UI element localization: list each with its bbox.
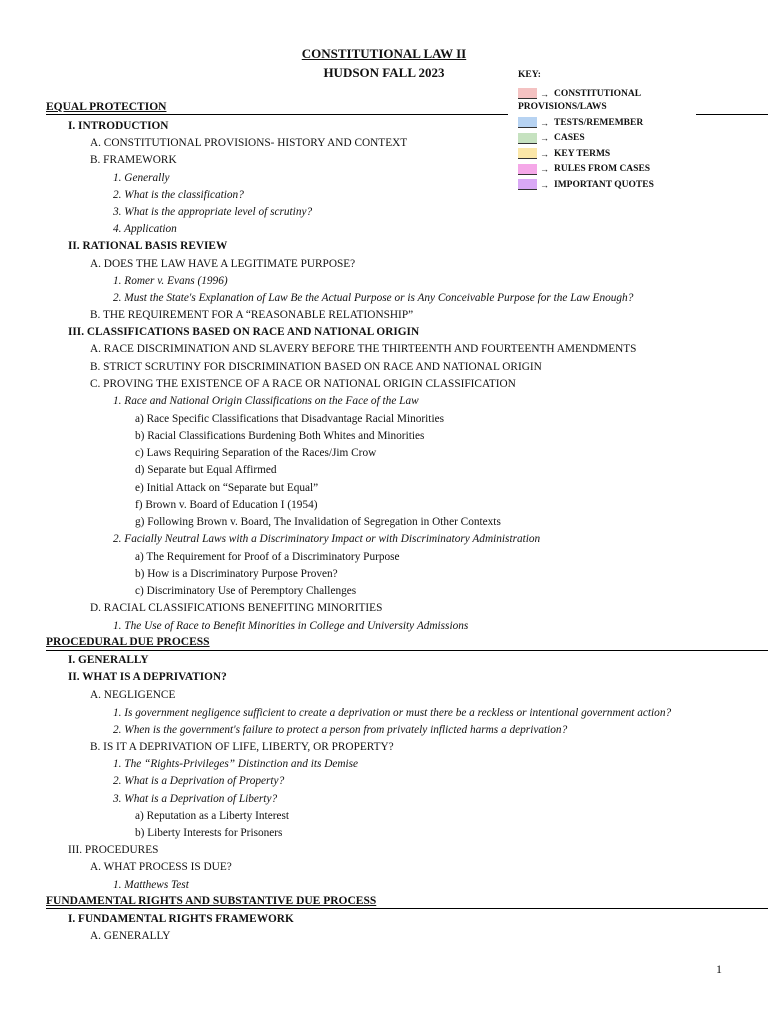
key-item [518,177,698,193]
arrow-icon: → [540,148,549,159]
arrow-icon: → [540,133,549,144]
outline-line: 2. What is the classification? [113,189,244,201]
outline-line: 2. Must the State's Explanation of Law Be the Actual Purpose or is Any Conceivable Purpose for the Law Enough? [113,292,634,304]
outline-line: A. GENERALLY [90,930,171,942]
outline-line: 2. What is a Deprivation of Property? [113,775,285,787]
section-rule [696,114,768,115]
outline-line: III. CLASSIFICATIONS BASED ON RACE AND NATIONAL ORIGIN [68,326,420,338]
document-title: CONSTITUTIONAL LAW II [301,46,467,61]
outline-line: A. NEGLIGENCE [90,689,176,701]
key-label: IMPORTANT QUOTES [554,179,654,190]
document-subtitle: HUDSON FALL 2023 [323,65,445,80]
outline-line: 3. What is a Deprivation of Liberty? [113,793,278,805]
key-label: CASES [554,133,585,144]
outline-line: I. GENERALLY [68,654,149,666]
outline-line: 4. Application [113,223,177,235]
key-swatch [518,88,537,99]
key-swatch [518,179,537,190]
outline-line: A. DOES THE LAW HAVE A LEGITIMATE PURPOSE? [90,258,356,270]
section-rule [46,908,768,909]
outline-line: B. FRAMEWORK [90,154,177,166]
key-label: RULES FROM CASES [554,164,651,175]
outline-line: 1. The Use of Race to Benefit Minorities in College and University Admissions [113,620,469,632]
key-swatch [518,133,537,144]
outline-line: B. STRICT SCRUTINY FOR DISCRIMINATION BASED ON RACE AND NATIONAL ORIGIN [90,361,542,373]
key-item [518,131,698,147]
outline-line: a) Race Specific Classifications that Disadvantage Racial Minorities [135,413,444,425]
key-item-continued [518,100,698,116]
outline-line: 3. What is the appropriate level of scrutiny? [113,206,313,218]
outline-line: I. FUNDAMENTAL RIGHTS FRAMEWORK [68,913,294,925]
outline-line: A. CONSTITUTIONAL PROVISIONS- HISTORY AND CONTEXT [90,137,408,149]
page-number: 1 [716,962,722,976]
outline-line: 1. Romer v. Evans (1996) [113,275,228,287]
section-heading-procedural-due-process: PROCEDURAL DUE PROCESS [46,636,210,648]
color-key [518,70,698,193]
key-label: TESTS/REMEMBER [554,117,644,128]
outline-line: a) Reputation as a Liberty Interest [135,810,290,822]
outline-line: I. INTRODUCTION [68,120,169,132]
outline-line: B. IS IT A DEPRIVATION OF LIFE, LIBERTY, OR PROPERTY? [90,741,394,753]
arrow-icon: → [540,179,549,190]
outline-line: II. RATIONAL BASIS REVIEW [68,240,228,252]
outline-line: c) Laws Requiring Separation of the Races/Jim Crow [135,447,377,459]
section-rule [46,114,508,115]
outline-line: b) Liberty Interests for Prisoners [135,827,283,839]
key-item [518,146,698,162]
section-heading-equal-protection: EQUAL PROTECTION [46,101,167,113]
outline-line: B. THE REQUIREMENT FOR A “REASONABLE RELATIONSHIP” [90,309,414,321]
outline-line: C. PROVING THE EXISTENCE OF A RACE OR NATIONAL ORIGIN CLASSIFICATION [90,378,516,390]
outline-line: A. RACE DISCRIMINATION AND SLAVERY BEFORE THE THIRTEENTH AND FOURTEENTH AMENDMENTS [90,343,637,355]
outline-line: 1. Generally [113,172,170,184]
key-swatch [518,148,537,159]
outline-line: d) Separate but Equal Affirmed [135,464,277,476]
key-swatch [518,164,537,175]
outline-line: A. WHAT PROCESS IS DUE? [90,861,232,873]
outline-line: 2. When is the government's failure to protect a person from privately inflicted harms a deprivation? [113,724,568,736]
arrow-icon: → [540,164,549,175]
outline-line: b) How is a Discriminatory Purpose Proven? [135,568,338,580]
outline-line: 1. The “Rights-Privileges” Distinction and its Demise [113,758,359,770]
key-item [518,115,698,131]
outline-line: II. WHAT IS A DEPRIVATION? [68,671,227,683]
outline-line: e) Initial Attack on “Separate but Equal” [135,482,319,494]
key-label: CONSTITUTIONAL [554,88,642,99]
key-item [518,162,698,178]
outline-line: g) Following Brown v. Board, The Invalidation of Segregation in Other Contexts [135,516,501,528]
key-swatch [518,117,537,128]
outline-line: 1. Matthews Test [113,879,189,891]
outline-line: a) The Requirement for Proof of a Discriminatory Purpose [135,551,400,563]
section-rule [46,650,768,651]
outline-line: 1. Is government negligence sufficient to create a deprivation or must there be a reckless or intentional government action? [113,707,672,719]
outline-line: b) Racial Classifications Burdening Both Whites and Minorities [135,430,425,442]
arrow-icon: → [540,117,549,128]
outline-line: f) Brown v. Board of Education I (1954) [135,499,318,511]
outline-line: D. RACIAL CLASSIFICATIONS BENEFITING MINORITIES [90,602,383,614]
key-label: PROVISIONS/LAWS [518,102,607,113]
outline-line: c) Discriminatory Use of Peremptory Challenges [135,585,357,597]
section-heading-fundamental-rights: FUNDAMENTAL RIGHTS AND SUBSTANTIVE DUE PROCESS [46,895,377,907]
arrow-icon: → [540,88,549,99]
outline-line: III. PROCEDURES [68,844,159,856]
outline-line: 2. Facially Neutral Laws with a Discriminatory Impact or with Discriminatory Administration [113,533,541,545]
outline-line: 1. Race and National Origin Classifications on the Face of the Law [113,395,419,407]
key-label: KEY TERMS [554,148,611,159]
key-title: KEY: [518,70,541,80]
